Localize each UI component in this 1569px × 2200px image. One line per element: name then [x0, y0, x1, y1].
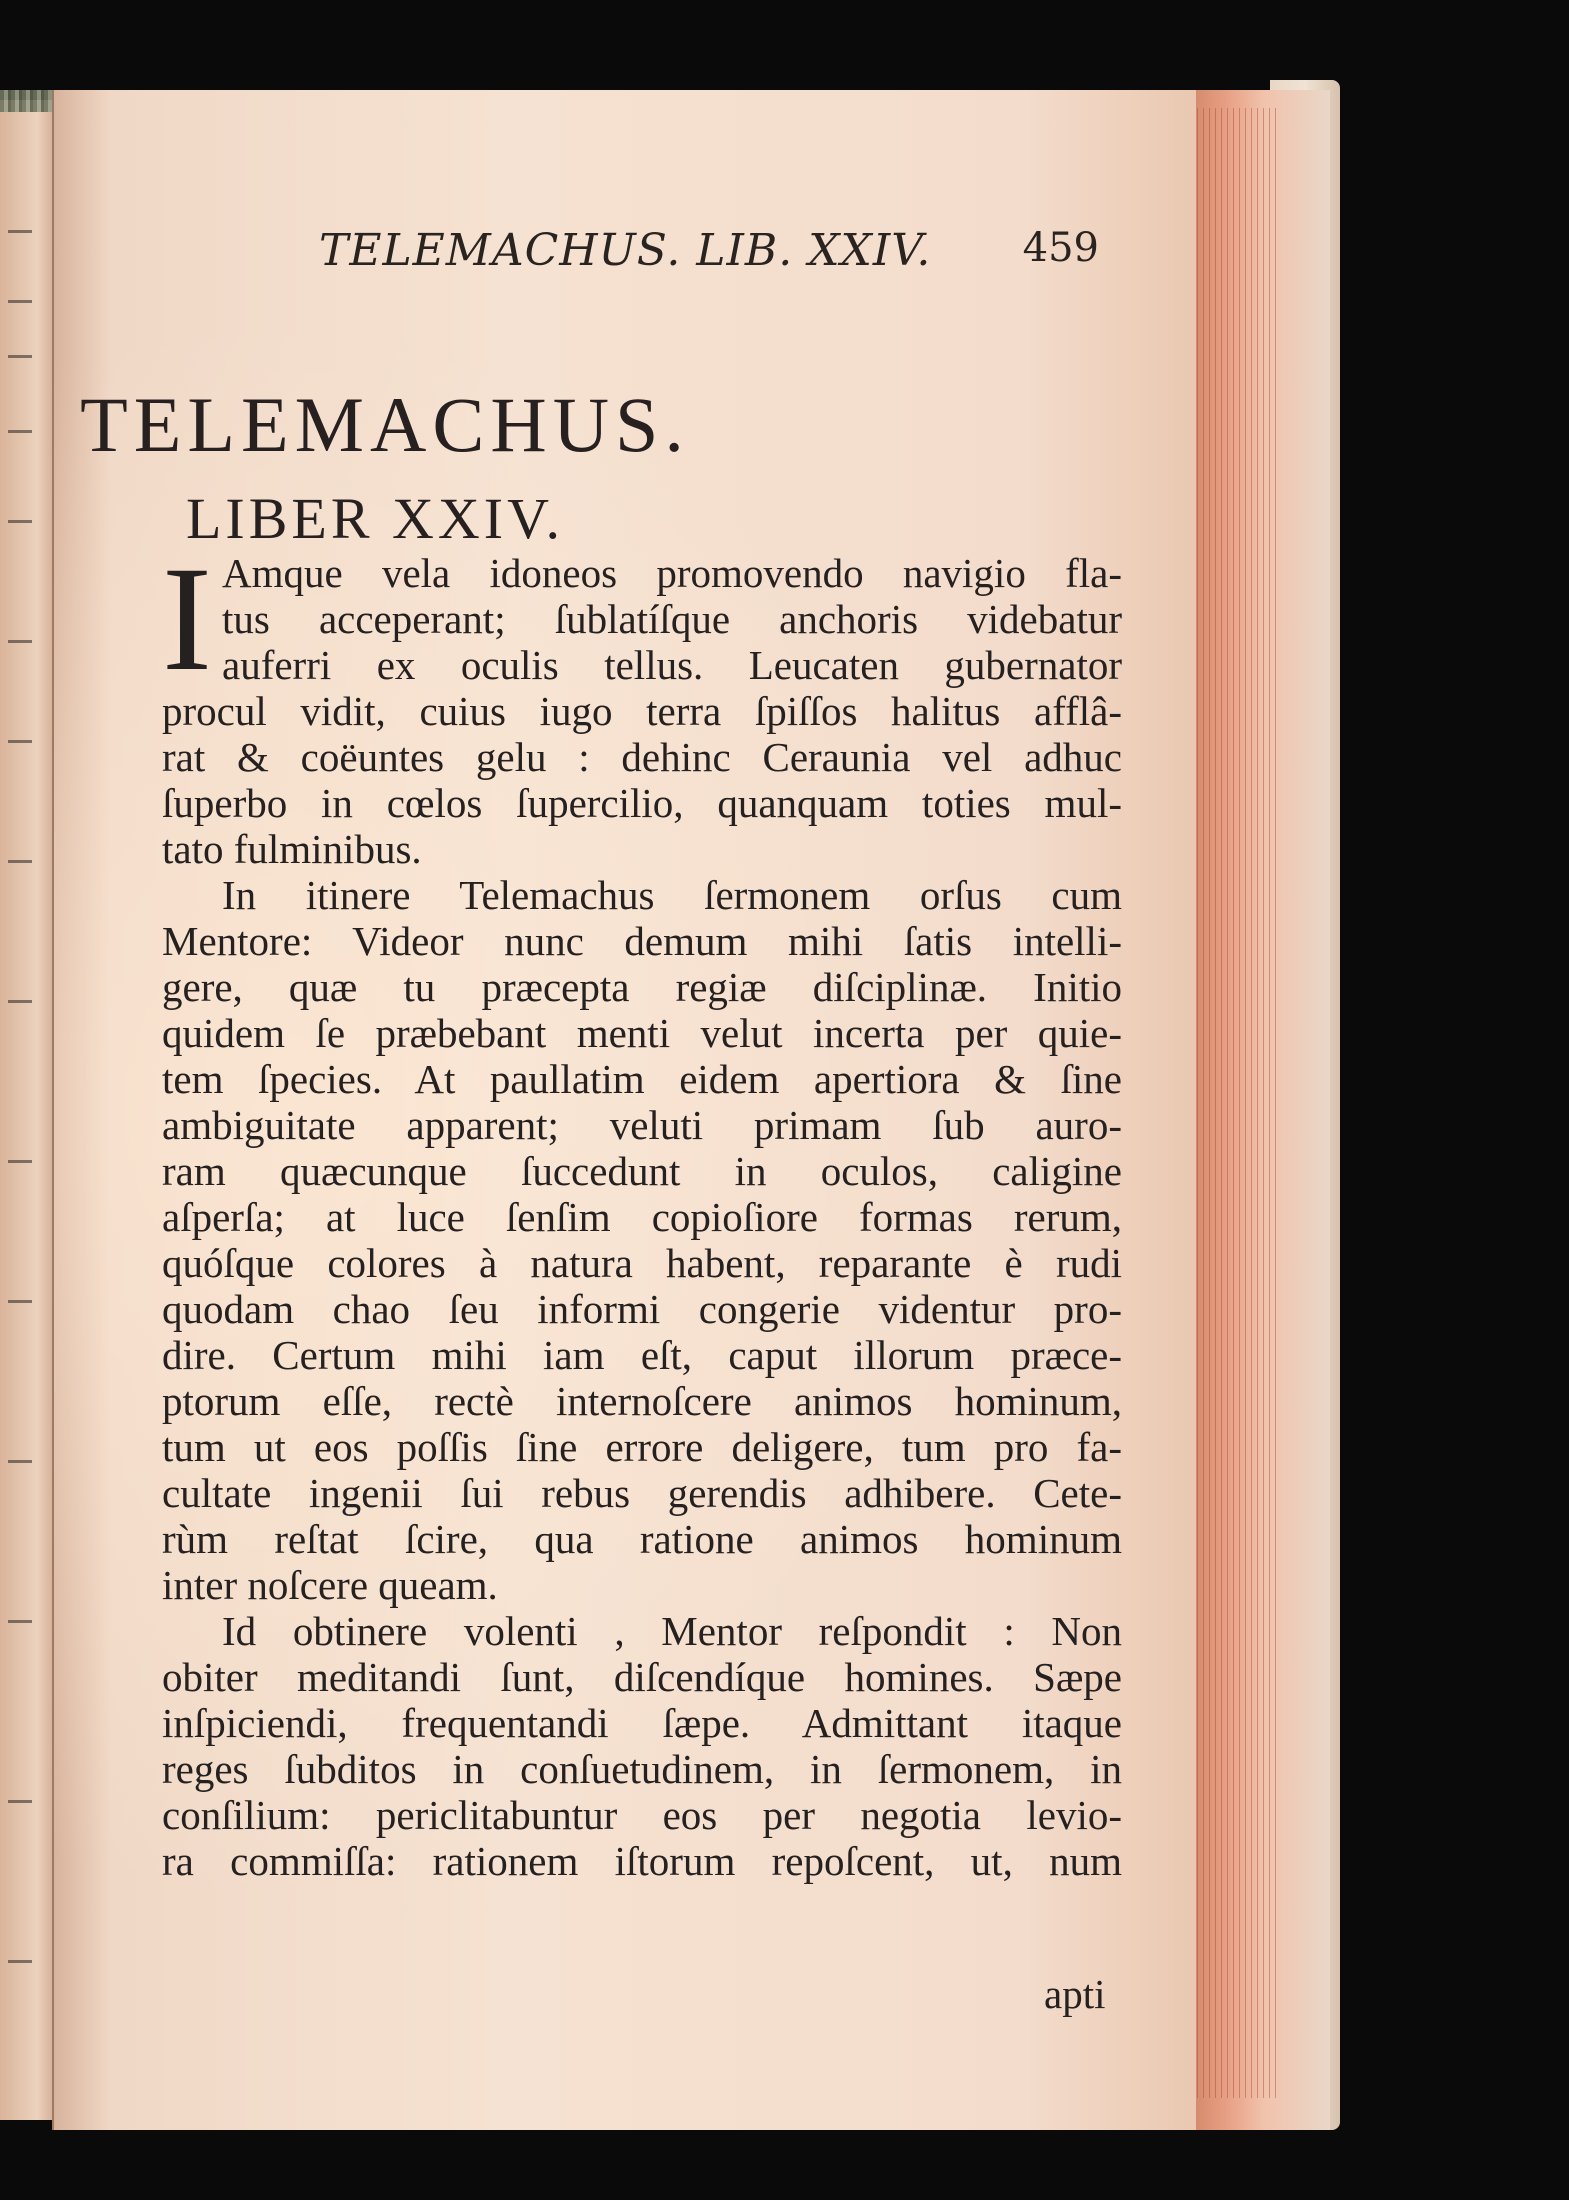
text-line: tato fulminibus.	[162, 826, 422, 872]
text-line: conſilium: periclitabuntur eos per negotia levio-	[162, 1792, 1122, 1838]
body-text	[162, 536, 1122, 1884]
text-line: inter noſcere queam.	[162, 1562, 498, 1608]
text-line: rùm reſtat ſcire, qua ratione animos hominum	[162, 1516, 1122, 1562]
text-line: dire. Certum mihi iam eſt, caput illorum præce-	[162, 1332, 1122, 1378]
drop-cap: I	[162, 536, 212, 702]
paragraph-3	[162, 1608, 1122, 1884]
text-line: Id obtinere volenti , Mentor reſpondit : Non	[222, 1608, 1122, 1654]
text-line: reges ſubditos in conſuetudinem, in ſermonem, in	[162, 1746, 1122, 1792]
text-line: cultate ingenii ſui rebus gerendis adhibere. Cete-	[162, 1470, 1122, 1516]
text-line: rat & coëuntes gelu : dehinc Ceraunia vel adhuc	[162, 734, 1122, 780]
paragraph-2	[162, 872, 1122, 1608]
text-line: ra commiſſa: rationem iſtorum repoſcent, ut, num	[162, 1838, 1122, 1884]
text-line: tus acceperant; ſublatíſque anchoris videbatur	[222, 596, 1122, 642]
text-line: tum ut eos poſſis ſine errore deligere, tum pro fa-	[162, 1424, 1122, 1470]
text-line: tem ſpecies. At paullatim eidem apertiora & ſine	[162, 1056, 1122, 1102]
text-line: auferri ex oculis tellus. Leucaten gubernator	[222, 642, 1122, 688]
paragraph-1	[162, 536, 1122, 872]
text-line: inſpiciendi, frequentandi ſæpe. Admittant itaque	[162, 1700, 1122, 1746]
running-head	[319, 225, 1099, 285]
page-number: 459	[1022, 225, 1099, 271]
text-line: ram quæcunque ſuccedunt in oculos, caligine	[162, 1148, 1122, 1194]
book-number: LIBER XXIV.	[185, 486, 565, 551]
text-line: aſperſa; at luce ſenſim copioſiore formas rerum,	[162, 1194, 1122, 1240]
catchword: apti	[1044, 1971, 1106, 2017]
text-line: quodam chao ſeu informi congerie videntur pro-	[162, 1286, 1122, 1332]
chapter-title: TELEMACHUS.	[80, 381, 690, 468]
text-line: Amque vela idoneos promovendo navigio fla-	[222, 550, 1122, 596]
text-line: quidem ſe præbebant menti velut incerta per quie-	[162, 1010, 1122, 1056]
book-spread	[0, 90, 1330, 2130]
text-line: In itinere Telemachus ſermonem orſus cum	[222, 872, 1122, 918]
text-line: Mentore: Videor nunc demum mihi ſatis intelli-	[162, 918, 1122, 964]
running-title: TELEMACHUS. LIB. XXIV.	[319, 225, 932, 276]
text-line: ptorum eſſe, rectè internoſcere animos hominum,	[162, 1378, 1122, 1424]
page	[52, 90, 1196, 2130]
text-line: obiter meditandi ſunt, diſcendíque homines. Sæpe	[162, 1654, 1122, 1700]
text-line: ambiguitate apparent; veluti primam ſub auro-	[162, 1102, 1122, 1148]
text-line: ſuperbo in cœlos ſupercilio, quanquam toties mul-	[162, 780, 1122, 826]
red-page-edges	[1185, 90, 1330, 2130]
text-line: gere, quæ tu præcepta regiæ diſciplinæ. Initio	[162, 964, 1122, 1010]
text-line: quóſque colores à natura habent, reparante è rudi	[162, 1240, 1122, 1286]
text-line: procul vidit, cuius iugo terra ſpiſſos halitus afflâ-	[162, 688, 1122, 734]
